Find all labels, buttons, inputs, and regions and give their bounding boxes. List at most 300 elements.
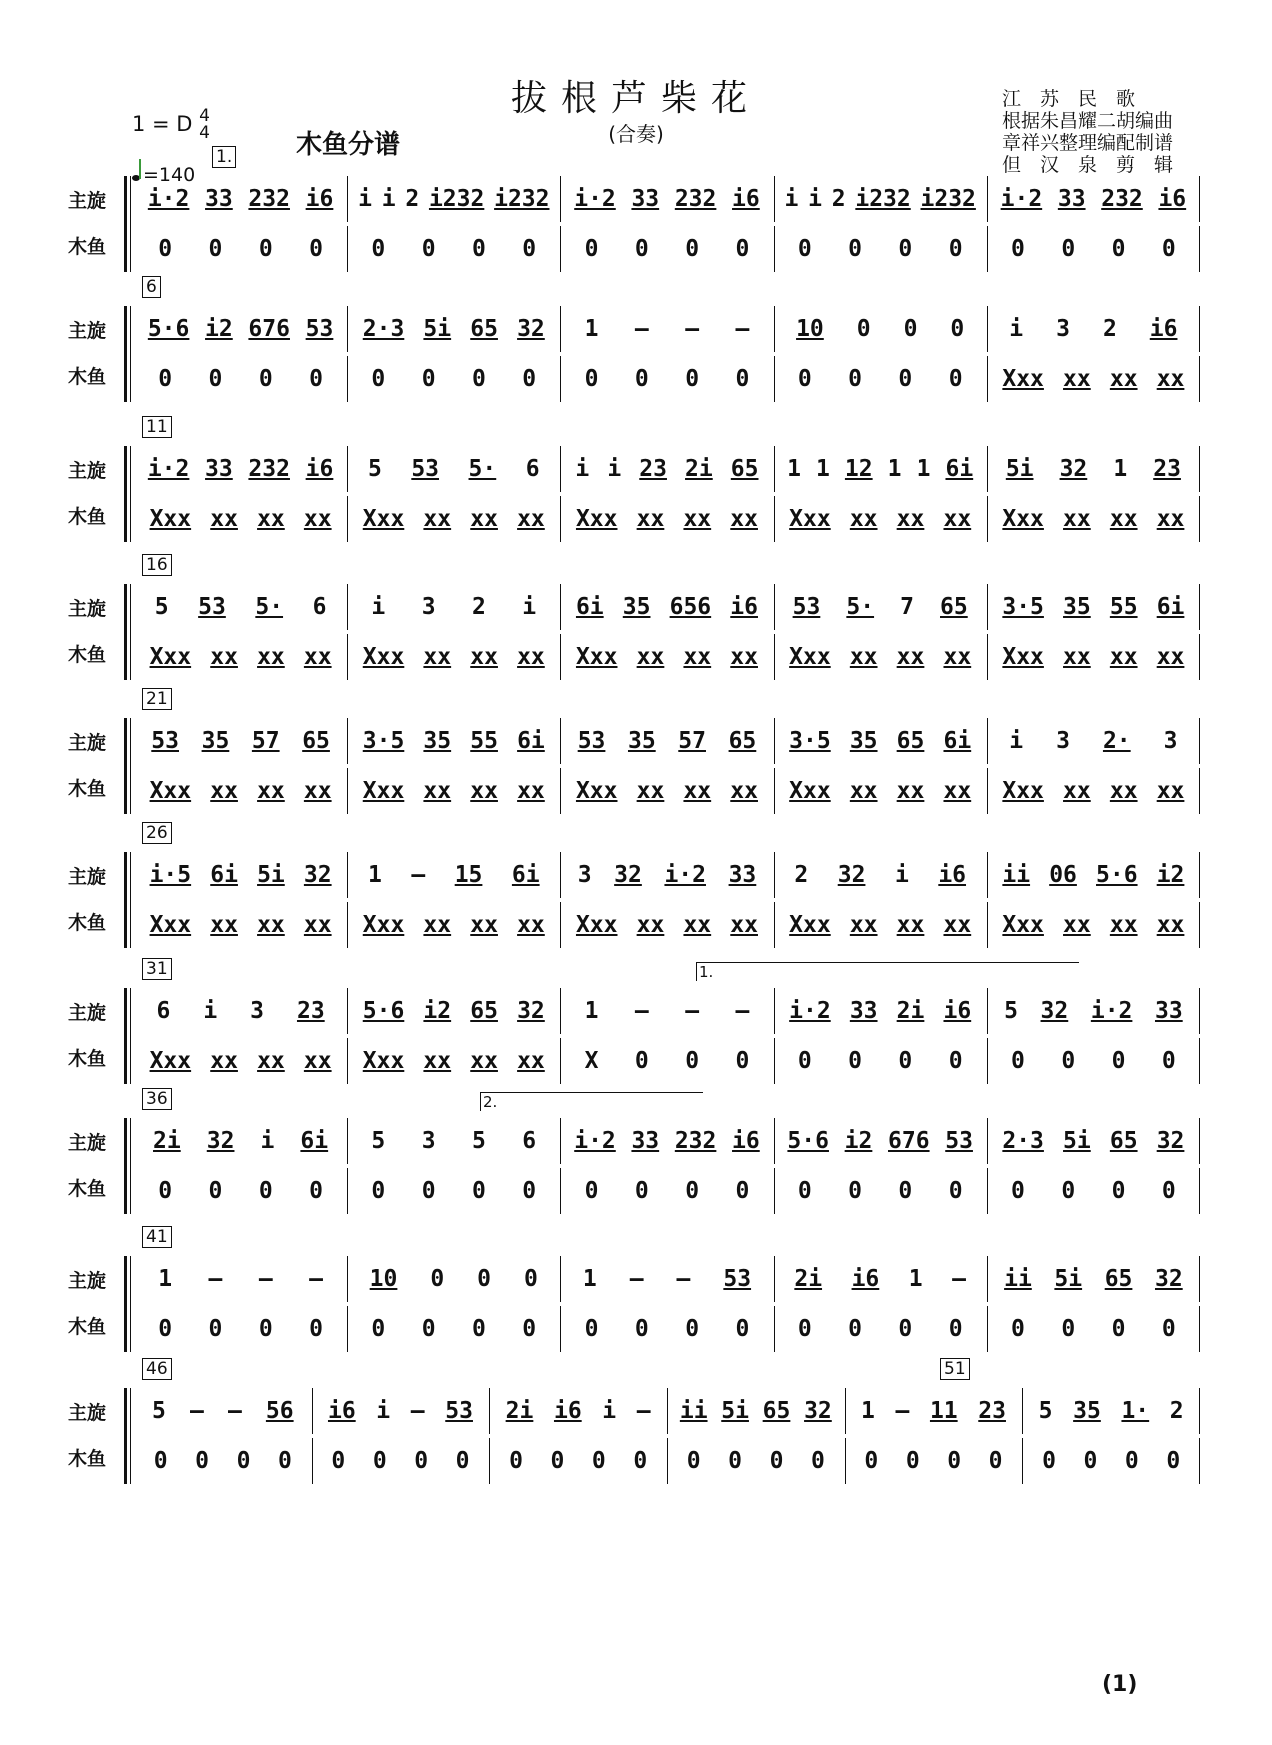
note-group: 65 xyxy=(728,728,757,754)
note-group: Xxx xyxy=(149,506,192,532)
woodblock-measure xyxy=(353,356,554,402)
note-group: 0 xyxy=(810,1448,825,1474)
woodblock-measure xyxy=(140,496,341,542)
barline xyxy=(987,902,988,948)
note-group: 3 xyxy=(577,862,592,888)
system-bracket-line xyxy=(130,584,131,680)
note-group: 0 xyxy=(208,1178,223,1204)
melody-measure xyxy=(780,584,981,630)
note-group: i xyxy=(1009,728,1024,754)
barline xyxy=(1199,1306,1200,1352)
note-group: i xyxy=(808,186,822,212)
note-group: xx xyxy=(730,912,758,938)
note-group: 65 xyxy=(762,1398,791,1424)
note-group: xx xyxy=(517,778,545,804)
barline xyxy=(347,176,348,222)
melody-measure xyxy=(993,988,1194,1034)
note-group: xx xyxy=(849,912,878,938)
barline xyxy=(347,988,348,1034)
melody-label: 主旋 xyxy=(68,732,107,754)
score-system xyxy=(60,1089,1210,1220)
note-group: 0 xyxy=(309,366,323,392)
woodblock-measure xyxy=(353,902,554,948)
note-group: 35 xyxy=(1063,594,1091,620)
note-group: xx xyxy=(943,644,972,670)
woodblock-measure xyxy=(566,496,767,542)
note-group: 0 xyxy=(948,236,963,262)
score-system xyxy=(60,417,1210,548)
note-group: 33 xyxy=(728,862,757,888)
barline xyxy=(347,902,348,948)
note-group: 0 xyxy=(1166,1448,1181,1474)
note-group: xx xyxy=(257,912,285,938)
woodblock-measure xyxy=(993,1168,1194,1214)
melody-label: 主旋 xyxy=(68,1270,107,1292)
note-group: 06 xyxy=(1049,862,1077,888)
note-group: xx xyxy=(303,644,332,670)
note-group: Xxx xyxy=(575,912,618,938)
note-group: 0 xyxy=(864,1448,879,1474)
note-group: 0 xyxy=(797,1316,812,1342)
note-group: 53 xyxy=(151,728,179,754)
note-group: i6 xyxy=(1158,186,1187,212)
note-group: xx xyxy=(1063,366,1091,392)
system-bracket-line xyxy=(130,852,131,948)
note-group: 0 xyxy=(522,366,537,392)
note-group: 3·5 xyxy=(362,728,405,754)
barline xyxy=(1199,1038,1200,1084)
note-group: 65 xyxy=(940,594,968,620)
note-group: 0 xyxy=(797,366,812,392)
woodblock-measure xyxy=(566,902,767,948)
note-group: xx xyxy=(683,912,712,938)
barline xyxy=(560,1168,561,1214)
woodblock-measure xyxy=(993,1038,1194,1084)
barline xyxy=(1199,176,1200,222)
note-group: 5·6 xyxy=(147,316,190,342)
key-signature xyxy=(132,108,210,142)
woodblock-measure xyxy=(993,356,1194,402)
note-group: Xxx xyxy=(362,644,405,670)
note-group: 10 xyxy=(796,316,824,342)
woodblock-label: 木鱼 xyxy=(68,644,107,666)
note-group: 35 xyxy=(201,728,230,754)
note-group: 32 xyxy=(1040,998,1069,1024)
note-group: 35 xyxy=(423,728,452,754)
woodblock-measure xyxy=(495,1438,661,1484)
note-group: 0 xyxy=(153,1448,168,1474)
system-bracket xyxy=(124,718,127,814)
note-group: 1 xyxy=(916,456,931,482)
note-group: xx xyxy=(257,778,285,804)
note-group: 55 xyxy=(1109,594,1138,620)
note-group: 0 xyxy=(898,1048,913,1074)
barline xyxy=(1199,1256,1200,1302)
note-group: 0 xyxy=(371,1316,386,1342)
note-group: 1· xyxy=(1121,1398,1150,1424)
melody-measure xyxy=(780,718,981,764)
note-group: – xyxy=(227,1398,242,1424)
note-group: 0 xyxy=(1111,1316,1126,1342)
note-group: xx xyxy=(303,506,332,532)
woodblock-measure xyxy=(140,1306,341,1352)
time-signature xyxy=(199,108,210,142)
note-group: 656 xyxy=(669,594,712,620)
barline xyxy=(347,226,348,272)
note-group: 232 xyxy=(248,186,290,212)
note-group: – xyxy=(258,1266,273,1292)
melody-row xyxy=(134,1388,1200,1434)
note-group: Xxx xyxy=(1002,366,1044,392)
note-group: 1 xyxy=(787,456,801,482)
melody-measure xyxy=(993,446,1194,492)
system-bracket-line xyxy=(130,1388,131,1484)
note-group: 0 xyxy=(236,1448,251,1474)
note-group: 0 xyxy=(584,366,599,392)
note-group: i xyxy=(260,1128,275,1154)
woodblock-measure xyxy=(780,356,981,402)
barline xyxy=(987,1256,988,1302)
note-group: 0 xyxy=(633,1448,648,1474)
woodblock-measure xyxy=(140,1038,341,1084)
note-group: xx xyxy=(896,506,925,532)
note-group: 6i xyxy=(1156,594,1185,620)
note-group: 0 xyxy=(258,366,273,392)
note-group: 0 xyxy=(1161,236,1176,262)
note-group: xx xyxy=(943,912,972,938)
barline xyxy=(347,1168,348,1214)
note-group: 0 xyxy=(208,1316,223,1342)
note-group: xx xyxy=(849,644,878,670)
woodblock-row xyxy=(134,356,1200,402)
note-group: 0 xyxy=(371,1178,386,1204)
melody-measure xyxy=(566,584,767,630)
note-group: 5·6 xyxy=(1096,862,1138,888)
system-bracket-line xyxy=(130,988,131,1084)
note-group: xx xyxy=(730,644,758,670)
note-group: 5 xyxy=(371,1128,386,1154)
barline xyxy=(774,1118,775,1164)
note-group: – xyxy=(685,998,700,1024)
note-group: – xyxy=(411,862,426,888)
melody-measure xyxy=(353,718,554,764)
woodblock-measure xyxy=(780,768,981,814)
note-group: 57 xyxy=(678,728,706,754)
note-group: 0 xyxy=(735,1178,750,1204)
note-group: 0 xyxy=(195,1448,210,1474)
note-group: i6 xyxy=(938,862,967,888)
barline xyxy=(560,902,561,948)
system-bracket-line xyxy=(130,446,131,542)
woodblock-row xyxy=(134,226,1200,272)
melody-measure xyxy=(993,1256,1194,1302)
note-group: xx xyxy=(517,1048,545,1074)
note-group: 0 xyxy=(584,1316,599,1342)
barline xyxy=(987,226,988,272)
note-group: i xyxy=(371,594,386,620)
note-group: 65 xyxy=(302,728,330,754)
barline xyxy=(560,356,561,402)
note-group: Xxx xyxy=(149,778,192,804)
note-group: xx xyxy=(210,1048,238,1074)
melody-measure xyxy=(140,988,341,1034)
note-group: 0 xyxy=(509,1448,523,1474)
note-group: 0 xyxy=(905,1448,920,1474)
melody-measure xyxy=(140,1118,341,1164)
note-group: 0 xyxy=(1161,1316,1176,1342)
note-group: 0 xyxy=(258,1178,273,1204)
note-group: i6 xyxy=(327,1398,356,1424)
woodblock-row xyxy=(134,1038,1200,1084)
woodblock-measure xyxy=(353,1168,554,1214)
note-group: xx xyxy=(636,644,665,670)
note-group: 32 xyxy=(837,862,866,888)
barline xyxy=(347,1256,348,1302)
note-group: 0 xyxy=(472,1316,486,1342)
note-group: 0 xyxy=(309,1316,323,1342)
barline xyxy=(774,306,775,352)
note-group: 0 xyxy=(947,1448,962,1474)
note-group: 65 xyxy=(470,316,498,342)
note-group: 5i xyxy=(1005,456,1034,482)
woodblock-measure xyxy=(140,226,341,272)
note-group: xx xyxy=(636,778,665,804)
woodblock-label: 木鱼 xyxy=(68,366,107,388)
note-group: 2 xyxy=(831,186,846,212)
barline xyxy=(1199,852,1200,898)
note-group: xx xyxy=(1156,506,1185,532)
woodblock-measure xyxy=(353,634,554,680)
barline xyxy=(560,634,561,680)
note-group: xx xyxy=(1109,778,1138,804)
note-group: xx xyxy=(470,1048,498,1074)
note-group: i·2 xyxy=(664,862,706,888)
note-group: 5 xyxy=(472,1128,486,1154)
note-group: xx xyxy=(470,912,498,938)
woodblock-measure xyxy=(566,768,767,814)
note-group: Xxx xyxy=(575,506,618,532)
note-group: 0 xyxy=(797,1048,812,1074)
note-group: 53 xyxy=(305,316,334,342)
note-group: xx xyxy=(210,506,238,532)
note-group: 55 xyxy=(470,728,498,754)
note-group: i xyxy=(358,186,372,212)
note-group: Xxx xyxy=(362,506,405,532)
system-bracket-line xyxy=(130,1118,131,1214)
woodblock-measure xyxy=(566,1306,767,1352)
note-group: i6 xyxy=(851,1266,880,1292)
note-group: 53 xyxy=(445,1398,473,1424)
woodblock-measure xyxy=(993,1306,1194,1352)
tempo-value: =140 xyxy=(143,164,196,186)
woodblock-measure xyxy=(673,1438,839,1484)
note-group: xx xyxy=(1063,506,1091,532)
note-group: 23 xyxy=(978,1398,1006,1424)
note-group: xx xyxy=(1063,778,1091,804)
woodblock-measure xyxy=(993,226,1194,272)
note-group: 0 xyxy=(634,1178,649,1204)
note-group: xx xyxy=(896,644,925,670)
barline xyxy=(845,1438,846,1484)
credit-line: 但 汉 泉 剪 辑 xyxy=(1002,154,1174,176)
note-group: 232 xyxy=(674,1128,717,1154)
barline xyxy=(667,1438,668,1484)
barline xyxy=(347,1038,348,1084)
note-group: Xxx xyxy=(362,1048,405,1074)
woodblock-label: 木鱼 xyxy=(68,778,107,800)
note-group: xx xyxy=(423,1048,452,1074)
woodblock-label: 木鱼 xyxy=(68,1178,107,1200)
note-group: 15 xyxy=(454,862,483,888)
note-group: i·2 xyxy=(147,186,190,212)
note-group: 3 xyxy=(1163,728,1178,754)
note-group: – xyxy=(735,998,750,1024)
note-group: 2·3 xyxy=(362,316,405,342)
system-bracket xyxy=(124,1256,127,1352)
system-bracket xyxy=(124,988,127,1084)
melody-row xyxy=(134,1256,1200,1302)
barline xyxy=(987,1118,988,1164)
melody-measure xyxy=(993,852,1194,898)
melody-measure xyxy=(780,1256,981,1302)
note-group: 0 xyxy=(1011,1316,1025,1342)
note-group: 53 xyxy=(198,594,226,620)
note-group: 65 xyxy=(730,456,759,482)
melody-measure xyxy=(566,988,767,1034)
melody-measure xyxy=(353,584,554,630)
note-group: xx xyxy=(517,644,545,670)
woodblock-label: 木鱼 xyxy=(68,1316,107,1338)
melody-measure xyxy=(140,1388,306,1434)
barline xyxy=(560,1038,561,1084)
woodblock-measure xyxy=(140,634,341,680)
melody-measure xyxy=(353,1118,554,1164)
note-group: 33 xyxy=(849,998,878,1024)
note-group: 0 xyxy=(430,1266,445,1292)
melody-measure xyxy=(353,852,554,898)
barline xyxy=(312,1388,313,1434)
note-group: 65 xyxy=(1109,1128,1138,1154)
woodblock-measure xyxy=(318,1438,484,1484)
note-group: 33 xyxy=(205,186,233,212)
note-group: 0 xyxy=(309,236,323,262)
note-group: 676 xyxy=(888,1128,930,1154)
note-group: 5i xyxy=(721,1398,749,1424)
barline xyxy=(1199,768,1200,814)
note-group: i xyxy=(203,998,218,1024)
volta-ending: 1. xyxy=(696,962,1079,981)
note-group: xx xyxy=(1109,506,1138,532)
key-text: 1 = D xyxy=(132,112,193,136)
note-group: 33 xyxy=(205,456,233,482)
barline xyxy=(560,1306,561,1352)
note-group: i xyxy=(602,1398,617,1424)
note-group: xx xyxy=(257,1048,285,1074)
score-system xyxy=(60,277,1210,408)
note-group: 0 xyxy=(472,1178,486,1204)
time-top: 4 xyxy=(199,106,210,126)
note-group: 0 xyxy=(1061,1178,1076,1204)
note-group: Xxx xyxy=(789,778,831,804)
barline xyxy=(774,496,775,542)
note-group: 5 xyxy=(1004,998,1018,1024)
system-bracket-line xyxy=(130,718,131,814)
note-group: – xyxy=(636,1398,651,1424)
note-group: i6 xyxy=(730,594,758,620)
credit-line: 根据朱昌耀二胡编曲 xyxy=(1002,110,1174,132)
note-group: 1 xyxy=(158,1266,173,1292)
note-group: 0 xyxy=(208,236,223,262)
note-group: i xyxy=(381,186,396,212)
note-group: 0 xyxy=(421,1316,436,1342)
note-group: i232 xyxy=(920,186,976,212)
note-group: xx xyxy=(1109,366,1138,392)
barline xyxy=(667,1388,668,1434)
note-group: 0 xyxy=(848,1048,862,1074)
barline xyxy=(560,496,561,542)
note-group: i2 xyxy=(205,316,233,342)
note-group: 0 xyxy=(522,1178,537,1204)
note-group: 0 xyxy=(1011,236,1025,262)
barline xyxy=(347,356,348,402)
barline xyxy=(347,446,348,492)
woodblock-measure xyxy=(780,496,981,542)
note-group: xx xyxy=(683,506,712,532)
note-group: 6i xyxy=(945,456,974,482)
measure-number: 31 xyxy=(142,958,172,980)
barline xyxy=(560,718,561,764)
note-group: 65 xyxy=(1104,1266,1133,1292)
note-group: i·2 xyxy=(789,998,831,1024)
measure-number: 6 xyxy=(142,276,161,298)
note-group: 5·6 xyxy=(787,1128,829,1154)
melody-measure xyxy=(353,446,554,492)
note-group: i xyxy=(522,594,537,620)
note-group: 6 xyxy=(156,998,171,1024)
barline xyxy=(1199,306,1200,352)
note-group: xx xyxy=(683,778,712,804)
barline xyxy=(1199,902,1200,948)
melody-measure xyxy=(495,1388,661,1434)
note-group: 0 xyxy=(735,1316,750,1342)
note-group: 0 xyxy=(258,236,273,262)
note-group: Xxx xyxy=(1002,644,1044,670)
note-group: Xxx xyxy=(149,912,192,938)
note-group: 0 xyxy=(856,316,871,342)
note-group: xx xyxy=(303,912,332,938)
note-group: 0 xyxy=(898,1316,913,1342)
note-group: 3·5 xyxy=(1002,594,1044,620)
barline xyxy=(347,634,348,680)
melody-measure xyxy=(673,1388,839,1434)
note-group: 2i xyxy=(685,456,713,482)
note-group: 0 xyxy=(1011,1048,1025,1074)
woodblock-row xyxy=(134,1168,1200,1214)
woodblock-measure xyxy=(566,1038,767,1084)
note-group: 0 xyxy=(948,1316,963,1342)
barline xyxy=(774,852,775,898)
barline xyxy=(987,1168,988,1214)
measure-number: 36 xyxy=(142,1088,172,1110)
note-group: i2 xyxy=(1156,862,1185,888)
note-group: 0 xyxy=(1161,1178,1176,1204)
barline xyxy=(987,1038,988,1084)
note-group: xx xyxy=(257,644,285,670)
barline xyxy=(347,718,348,764)
barline xyxy=(987,768,988,814)
note-group: 1 xyxy=(860,1398,875,1424)
note-group: 0 xyxy=(1042,1448,1056,1474)
